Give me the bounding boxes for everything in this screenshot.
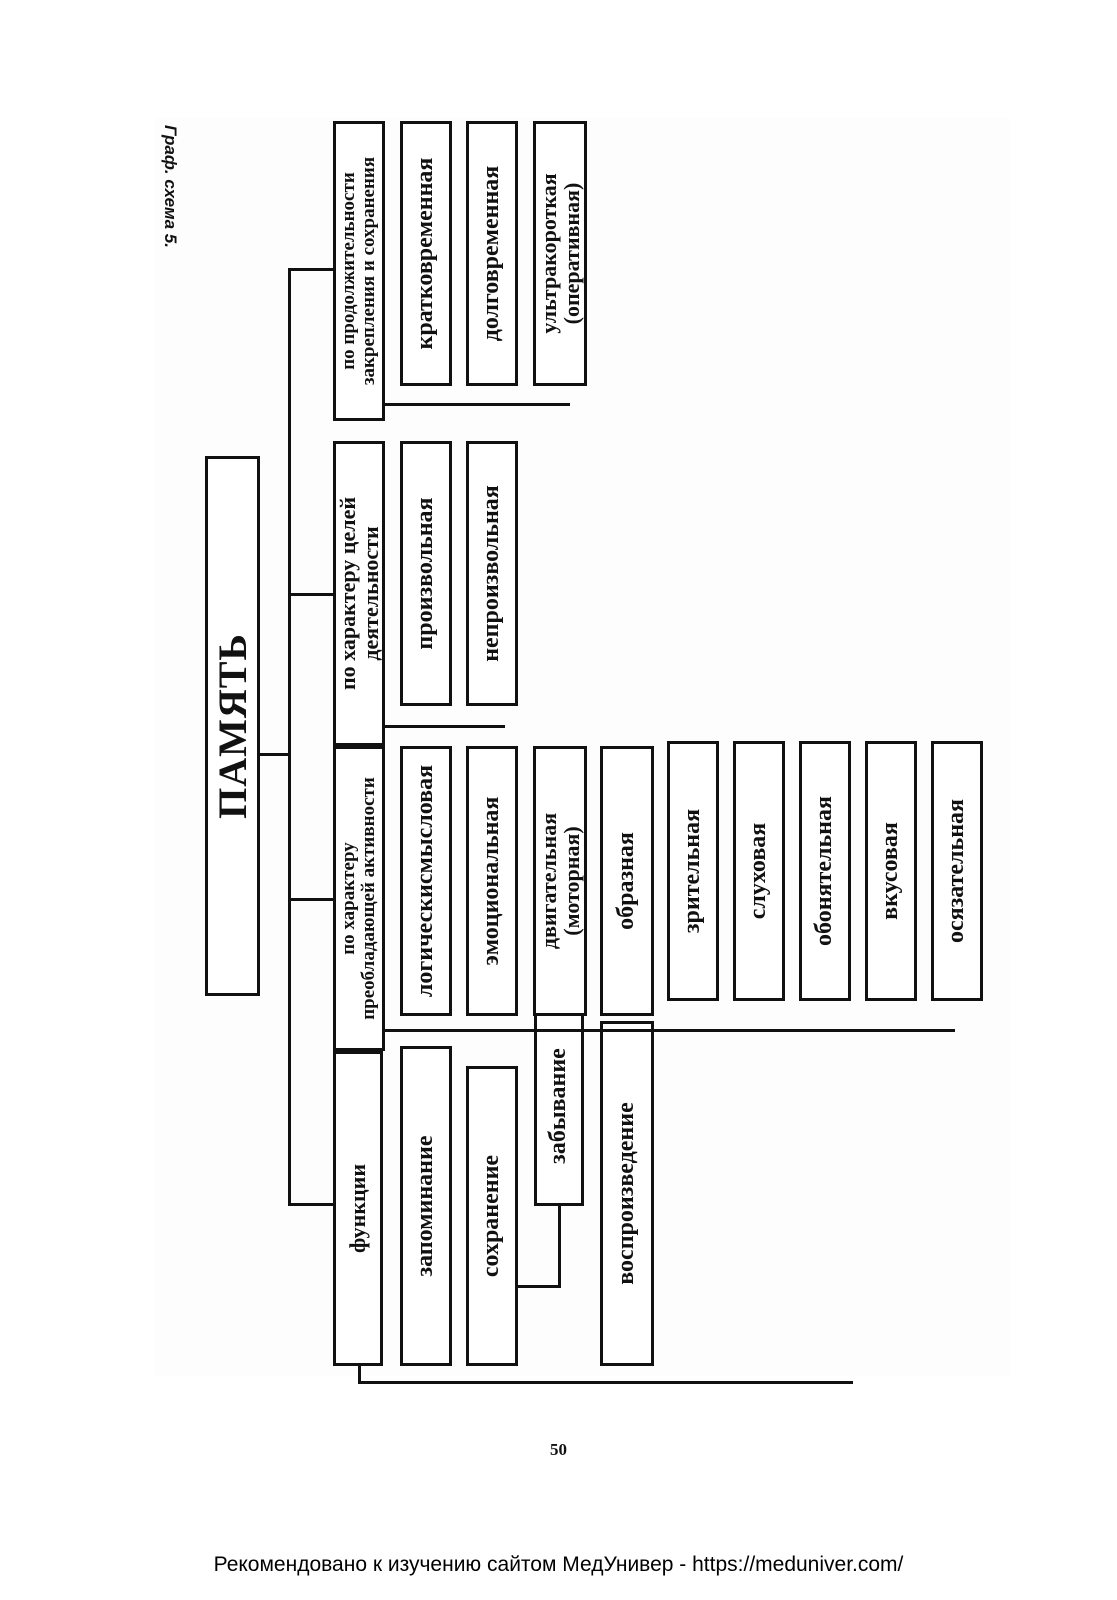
activity-header: по характеру преобладающей активности	[333, 746, 385, 1051]
root-node	[205, 456, 260, 996]
duration-item: кратковременная	[400, 121, 452, 386]
connector-line	[635, 1029, 955, 1032]
connector-line	[358, 1366, 361, 1384]
activity-subitem: вкусовая	[865, 741, 917, 1001]
activity-item: логическисмысловая	[400, 746, 452, 1016]
connector-line	[358, 1381, 853, 1384]
connector-line	[385, 1029, 635, 1032]
connector-line	[385, 725, 505, 728]
duration-item: долговременная	[466, 121, 518, 386]
activity-subitem: осязательная	[931, 741, 983, 1001]
connector-line	[288, 1203, 333, 1206]
connector-line	[288, 593, 333, 596]
memory-diagram	[160, 100, 1010, 1396]
activity-item: двигательная (моторная)	[533, 746, 587, 1016]
footer-note: Рекомендовано к изучению сайтом МедУнивер - https://meduniver.com/	[213, 1553, 904, 1576]
functions-item: воспроизведение	[600, 1021, 654, 1366]
connector-line	[558, 1206, 561, 1288]
activity-item: эмоциональная	[466, 746, 518, 1016]
duration-item: ультракороткая (оперативная)	[533, 121, 587, 386]
connector-line	[260, 753, 290, 756]
page-number: 50	[550, 1440, 567, 1459]
activity-subitem: слуховая	[733, 741, 785, 1001]
scheme-caption: Граф. схема 5.	[161, 125, 180, 248]
functions-item: сохранение	[466, 1066, 518, 1366]
activity-subitem: зрительная	[667, 741, 719, 1001]
goals-item: произвольная	[400, 441, 452, 706]
activity-item: образная	[600, 746, 654, 1016]
root-label: ПАМЯТЬ	[209, 633, 255, 819]
functions-item: запоминание	[400, 1046, 452, 1366]
duration-header: по продолжительности закрепления и сохранения	[333, 121, 385, 421]
functions-header: функции	[333, 1051, 383, 1366]
activity-subitem: обонятельная	[799, 741, 851, 1001]
functions-item: забывание	[534, 1006, 584, 1206]
connector-line	[518, 1285, 560, 1288]
connector-line	[288, 271, 291, 1206]
goals-header: по характеру целей деятельности	[333, 441, 385, 746]
connector-line	[288, 268, 333, 271]
connector-line	[385, 403, 570, 406]
connector-line	[288, 898, 333, 901]
goals-item: непроизвольная	[466, 441, 518, 706]
